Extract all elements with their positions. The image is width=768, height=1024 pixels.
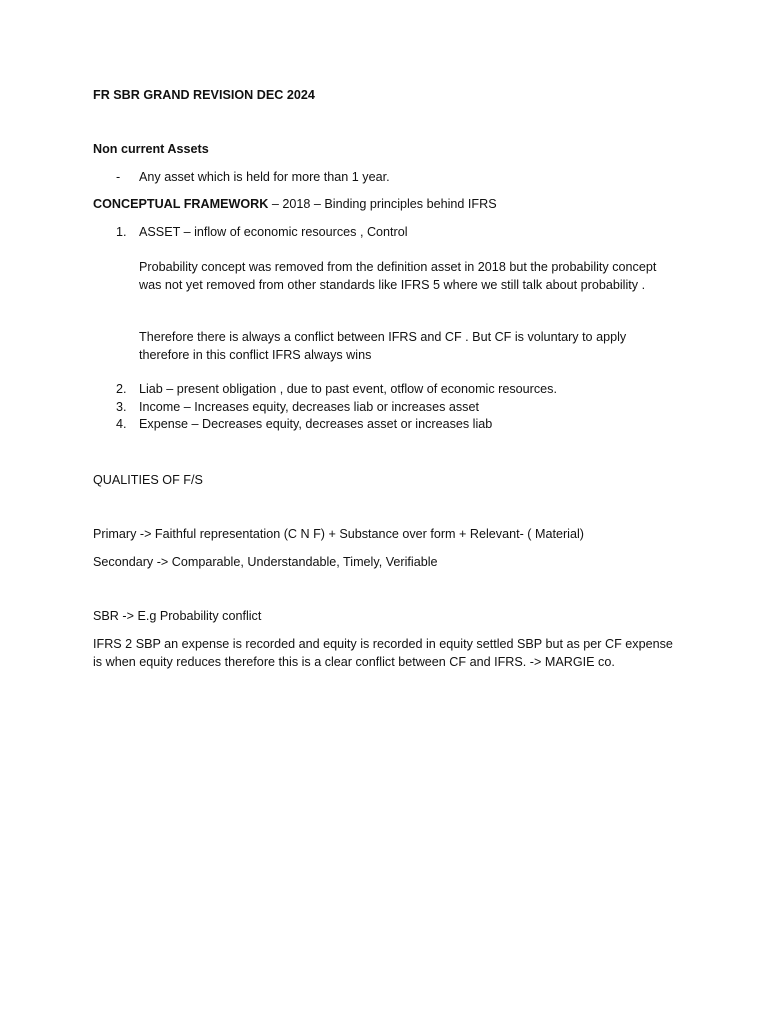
ifrs2-paragraph: IFRS 2 SBP an expense is recorded and equity is recorded in equity settled SBP but as per CF expense is when equity reduces therefore this is a clear conflict between CF and IFRS. -> MARGIE co. [93, 637, 673, 669]
section-heading-non-current-assets [93, 141, 209, 159]
cf-rest-text: – 2018 – Binding principles behind IFRS [268, 197, 497, 211]
item-text: Expense – Decreases equity, decreases asset or increases liab [139, 417, 493, 431]
item-number: 3. [116, 399, 127, 414]
list-item [0, 399, 768, 417]
item-text: ASSET – inflow of economic resources , Control [139, 225, 408, 239]
document-title [93, 87, 315, 105]
item-number: 1. [116, 225, 127, 239]
sbr-line: SBR -> E.g Probability conflict [93, 609, 262, 623]
numbered-list [0, 381, 768, 434]
bullet-text: Any asset which is held for more than 1 year. [139, 170, 390, 184]
cf-bold-text: CONCEPTUAL FRAMEWORK [93, 197, 269, 211]
item-text: Liab – present obligation , due to past event, otflow of economic resources. [139, 382, 557, 396]
list-item [0, 416, 768, 434]
secondary-qualities-line: Secondary -> Comparable, Understandable, Timely, Verifiable [93, 555, 438, 569]
primary-qualities-line: Primary -> Faithful representation (C N F) + Substance over form + Relevant- ( Material) [93, 527, 584, 541]
qualities-heading: QUALITIES OF F/S [93, 473, 203, 487]
title-text: FR SBR GRAND REVISION DEC 2024 [93, 88, 315, 102]
bullet-marker: - [116, 170, 121, 184]
heading-text: Non current Assets [93, 142, 209, 156]
item1-paragraph-conflict: Therefore there is always a conflict between IFRS and CF . But CF is voluntary to apply therefore in this conflict IFRS always wins [139, 330, 627, 362]
item-number: 2. [116, 382, 127, 396]
item-text: Income – Increases equity, decreases liab or increases asset [139, 399, 479, 414]
item-number: 4. [116, 417, 127, 431]
conceptual-framework-line [93, 196, 497, 214]
list-item [0, 381, 768, 399]
item1-paragraph-probability: Probability concept was removed from the definition asset in 2018 but the probability concept was not yet removed from other standards like IFRS 5 where we still talk about probability . [139, 260, 657, 292]
